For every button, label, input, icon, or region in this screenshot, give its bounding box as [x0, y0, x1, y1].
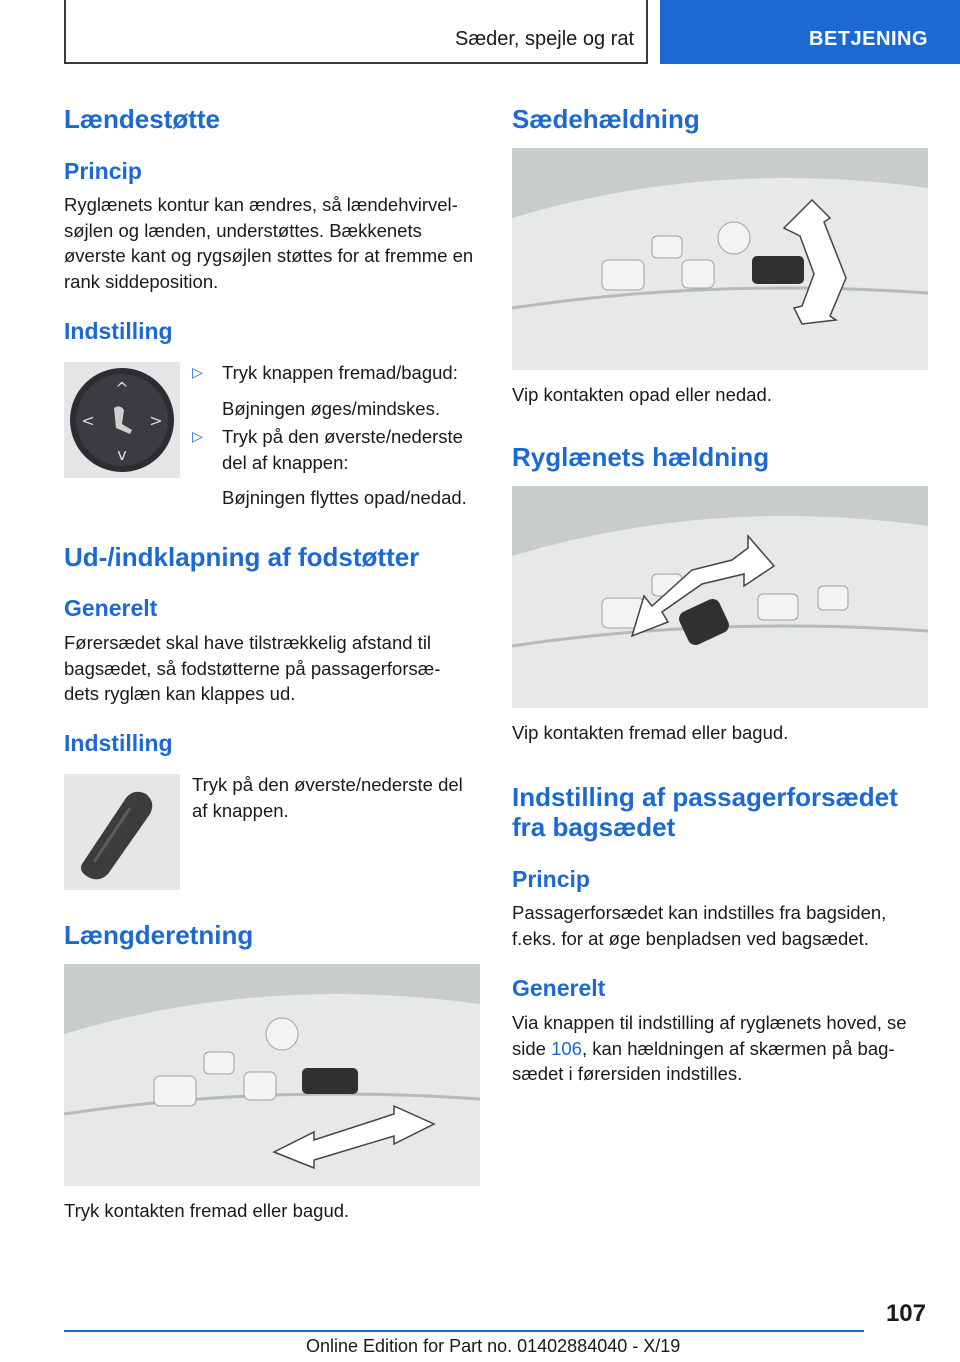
svg-text:v: v — [117, 445, 127, 464]
backrest-tilt-image — [512, 486, 928, 708]
longitudinal-caption: Tryk kontakten fremad eller bagud. — [64, 1200, 350, 1221]
header-chapter-tab[interactable] — [660, 0, 960, 64]
longitudinal-image — [64, 964, 480, 1186]
passenger-general-text-before: Via knappen til indstilling af ryglænets hoved, se side — [512, 1012, 907, 1059]
svg-text:>: > — [149, 411, 163, 430]
footrest-general-text: Førersædet skal have tilstrækkelig afstand til bagsædet, så fodstøtterne på passagerforsæ-dets ryglæn kan klappes ud. — [64, 632, 441, 704]
passenger-general-heading: Generelt — [512, 975, 606, 1001]
page-number: 107 — [885, 1300, 926, 1327]
passenger-title-line2: fra bagsædet — [512, 812, 676, 842]
footrest-general-heading: Generelt — [64, 595, 158, 621]
footrest-setting-text: Tryk på den øverste/nederste del af knappen. — [192, 774, 463, 821]
lumbar-bullet-1 — [192, 360, 482, 420]
seat-tilt-image — [512, 148, 928, 370]
footrest-button-image — [64, 774, 180, 890]
lumbar-title: Lændestøtte — [64, 104, 220, 134]
passenger-general-text-after: , kan hældningen af skærmen på bag-sædet i førersiden indstilles. — [512, 1037, 895, 1084]
longitudinal-title: Længderetning — [64, 920, 254, 950]
header-chapter-label: BETJENING — [809, 28, 928, 50]
lumbar-bullet-2 — [192, 424, 482, 514]
passenger-general-text — [512, 1010, 928, 1087]
svg-text:<: < — [81, 411, 95, 430]
footer-divider — [64, 1330, 864, 1332]
lumbar-bullet-1-result: Bøjningen øges/mindskes. — [222, 397, 440, 419]
lumbar-setting-heading: Indstilling — [64, 318, 173, 344]
bullet-triangle-icon: ▷ — [192, 364, 203, 380]
lumbar-principle-text: Ryglænets kontur kan ændres, så lændehvirvel-søjlen og lænden, understøttes. Bækkenets øverste kant og rygsøjlen støttes for at fremme en rank siddeposition. — [64, 194, 474, 292]
lumbar-bullet-2-text: Tryk på den øverste/nederste del af knappen: — [222, 426, 463, 473]
seat-tilt-title: Sædehældning — [512, 104, 700, 134]
footrest-title: Ud-/indklapning af fodstøtter — [64, 542, 420, 572]
svg-text:^: ^ — [115, 379, 129, 398]
header-section-title: Sæder, spejle og rat — [455, 28, 634, 50]
backrest-tilt-caption: Vip kontakten fremad eller bagud. — [512, 722, 789, 743]
passenger-title-line1: Indstilling af passagerforsædet — [512, 782, 898, 812]
header-section-box — [64, 0, 648, 64]
lumbar-principle-heading: Princip — [64, 158, 142, 184]
passenger-principle-text: Passagerforsædet kan indstilles fra bagsiden, f.eks. for at øge benpladsen ved bagsædet. — [512, 902, 887, 949]
bullet-triangle-icon: ▷ — [192, 428, 203, 444]
page-reference-link[interactable]: 106 — [551, 1037, 582, 1059]
lumbar-bullet-2-result: Bøjningen flyttes opad/nedad. — [222, 487, 467, 508]
passenger-title — [512, 782, 898, 842]
lumbar-button-image — [64, 362, 180, 478]
lumbar-bullet-1-text: Tryk knappen fremad/bagud: — [222, 362, 458, 383]
footer-edition: Online Edition for Part no. 01402884040 - X/19 — [306, 1336, 681, 1356]
seat-tilt-caption: Vip kontakten opad eller nedad. — [512, 384, 772, 405]
passenger-principle-heading: Princip — [512, 866, 590, 892]
backrest-tilt-title: Ryglænets hældning — [512, 442, 770, 472]
footrest-setting-heading: Indstilling — [64, 730, 173, 756]
